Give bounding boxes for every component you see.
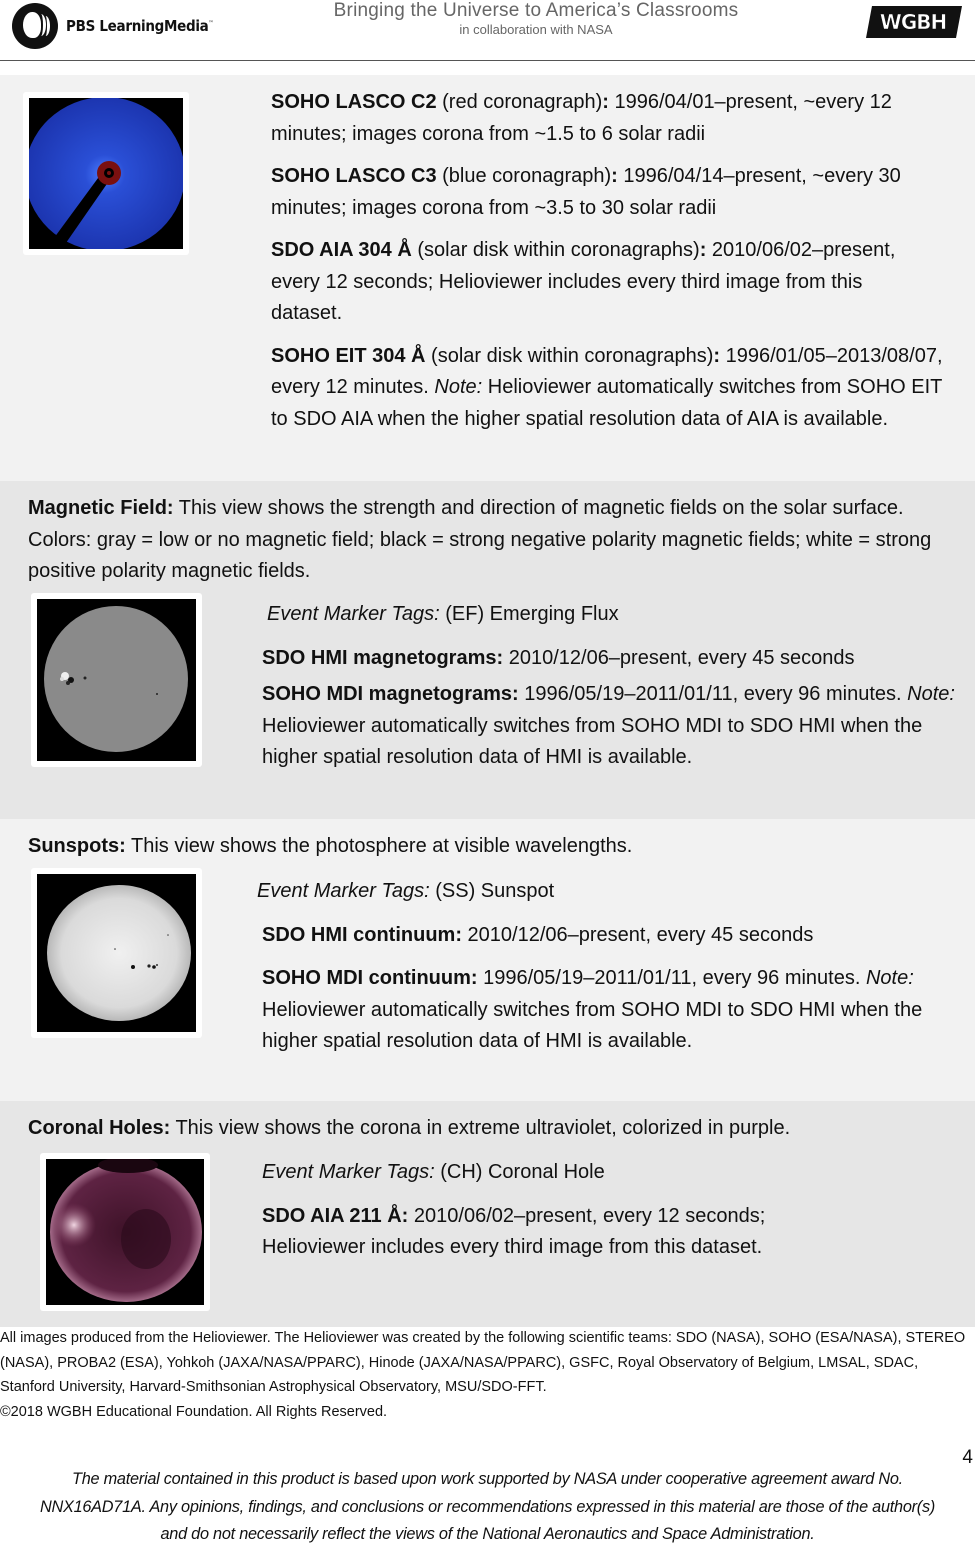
dataset-lasco-c2: SOHO LASCO C2 (red coronagraph): 1996/04/01–present, ~every 12 minutes; images corona from ~1.5 to 6 solar radii	[271, 91, 892, 145]
magnetic-field-details	[262, 599, 972, 785]
hmi-magnetogram-image	[31, 593, 202, 767]
tagline-sub: in collaboration with NASA	[459, 22, 613, 37]
pbs-logo-text: PBS LearningMedia™	[66, 17, 214, 35]
coronagraph-datasets	[271, 87, 961, 446]
section-coronal-holes	[0, 1101, 975, 1327]
event-marker-tags: Event Marker Tags: (EF) Emerging Flux	[267, 603, 619, 625]
image-credits	[0, 1326, 975, 1425]
event-marker-tags: Event Marker Tags: (CH) Coronal Hole	[262, 1161, 605, 1183]
svg-text:WGBH: WGBH	[879, 10, 947, 34]
coronal-holes-details	[262, 1157, 962, 1275]
aia-211-image	[40, 1153, 210, 1311]
section-sunspots	[0, 819, 975, 1101]
dataset-aia-211: SDO AIA 211 Å: 2010/06/02–present, every 12 seconds; Helioviewer includes every third image from this dataset.	[262, 1204, 766, 1258]
copyright: ©2018 WGBH Educational Foundation. All Rights Reserved.	[0, 1404, 388, 1421]
page-header	[0, 0, 975, 61]
event-marker-tags: Event Marker Tags: (SS) Sunspot	[257, 880, 555, 902]
page-number: 4	[962, 1447, 973, 1468]
magnetic-field-description: Magnetic Field: This view shows the strength and direction of magnetic fields on the solar surface. Colors: gray = low or no magnetic field; black = strong negative polarity magnetic fields; white = strong positive polarity magnetic fields.	[28, 497, 932, 582]
dataset-eit-304: SOHO EIT 304 Å (solar disk within coronagraphs): 1996/01/05–2013/08/07, every 12 minutes. Note: Helioviewer automatically switches from SOHO EIT to SDO AIA when the higher spatial resolution data of AIA is available.	[271, 344, 943, 430]
coronal-holes-description: Coronal Holes: This view shows the corona in extreme ultraviolet, colorized in purple.	[28, 1117, 791, 1139]
sunspots-details	[257, 876, 972, 1069]
hmi-continuum-image	[31, 868, 202, 1038]
disclaimer-line-2: NNX16AD71A. Any opinions, findings, and conclusions or recommendations expressed in this material are those of the author(s)	[39, 1497, 936, 1516]
credits-text: All images produced from the Helioviewer. The Helioviewer was created by the following scientific teams: SDO (NASA), SOHO (ESA/NASA), STEREO (NASA), PROBA2 (ESA), Yohkoh (JAXA/NASA/PPARC), Hinode (JAXA/NASA/PPARC), GSFC, Royal Observatory of Belgium, LMSAL, SDAC, Stanford University, Harvard-Smithsonian Astrophysical Observatory, MSU/SDO-FFT.	[0, 1330, 966, 1396]
disclaimer-line-1: The material contained in this product is based upon work supported by NASA under cooperative agreement award No.	[72, 1470, 903, 1488]
dataset-hmi-continuum: SDO HMI continuum: 2010/12/06–present, every 45 seconds	[262, 923, 814, 946]
magnetogram-sun-icon	[37, 599, 196, 761]
continuum-sun-icon	[37, 874, 196, 1032]
dataset-mdi-continuum: SOHO MDI continuum: 1996/05/19–2011/01/11, every 96 minutes. Note: Helioviewer automatically switches from SOHO MDI to SDO HMI when the higher spatial resolution data of HMI is available.	[262, 967, 923, 1052]
aia-211-sun-icon	[46, 1159, 204, 1305]
section-magnetic-field	[0, 481, 975, 819]
wgbh-logo-icon	[864, 4, 962, 40]
lasco-coronagraph-image	[23, 92, 189, 255]
sunspots-description: Sunspots: This view shows the photosphere at visible wavelengths.	[28, 835, 633, 857]
dataset-aia-304: SDO AIA 304 Å (solar disk within coronagraphs): 2010/06/02–present, every 12 seconds; Helioviewer includes every third image from this dataset.	[271, 239, 896, 324]
nasa-disclaimer	[0, 1466, 975, 1545]
dataset-hmi-magnetograms: SDO HMI magnetograms: 2010/12/06–present, every 45 seconds	[262, 646, 855, 669]
tagline-main: Bringing the Universe to America’s Classrooms	[333, 0, 739, 21]
section-coronagraphs	[0, 75, 975, 481]
dataset-lasco-c3: SOHO LASCO C3 (blue coronagraph): 1996/04/14–present, ~every 30 minutes; images corona from ~3.5 to 30 solar radii	[271, 165, 901, 219]
lasco-coronagraph-icon	[29, 98, 183, 249]
disclaimer-line-3: and do not necessarily reflect the views of the National Aeronautics and Space Administration.	[160, 1525, 815, 1543]
dataset-mdi-magnetograms: SOHO MDI magnetograms: 1996/05/19–2011/01/11, every 96 minutes. Note: Helioviewer automatically switches from SOHO MDI to SDO HMI when the higher spatial resolution data of HMI is available.	[262, 683, 955, 768]
header-tagline	[0, 0, 975, 38]
